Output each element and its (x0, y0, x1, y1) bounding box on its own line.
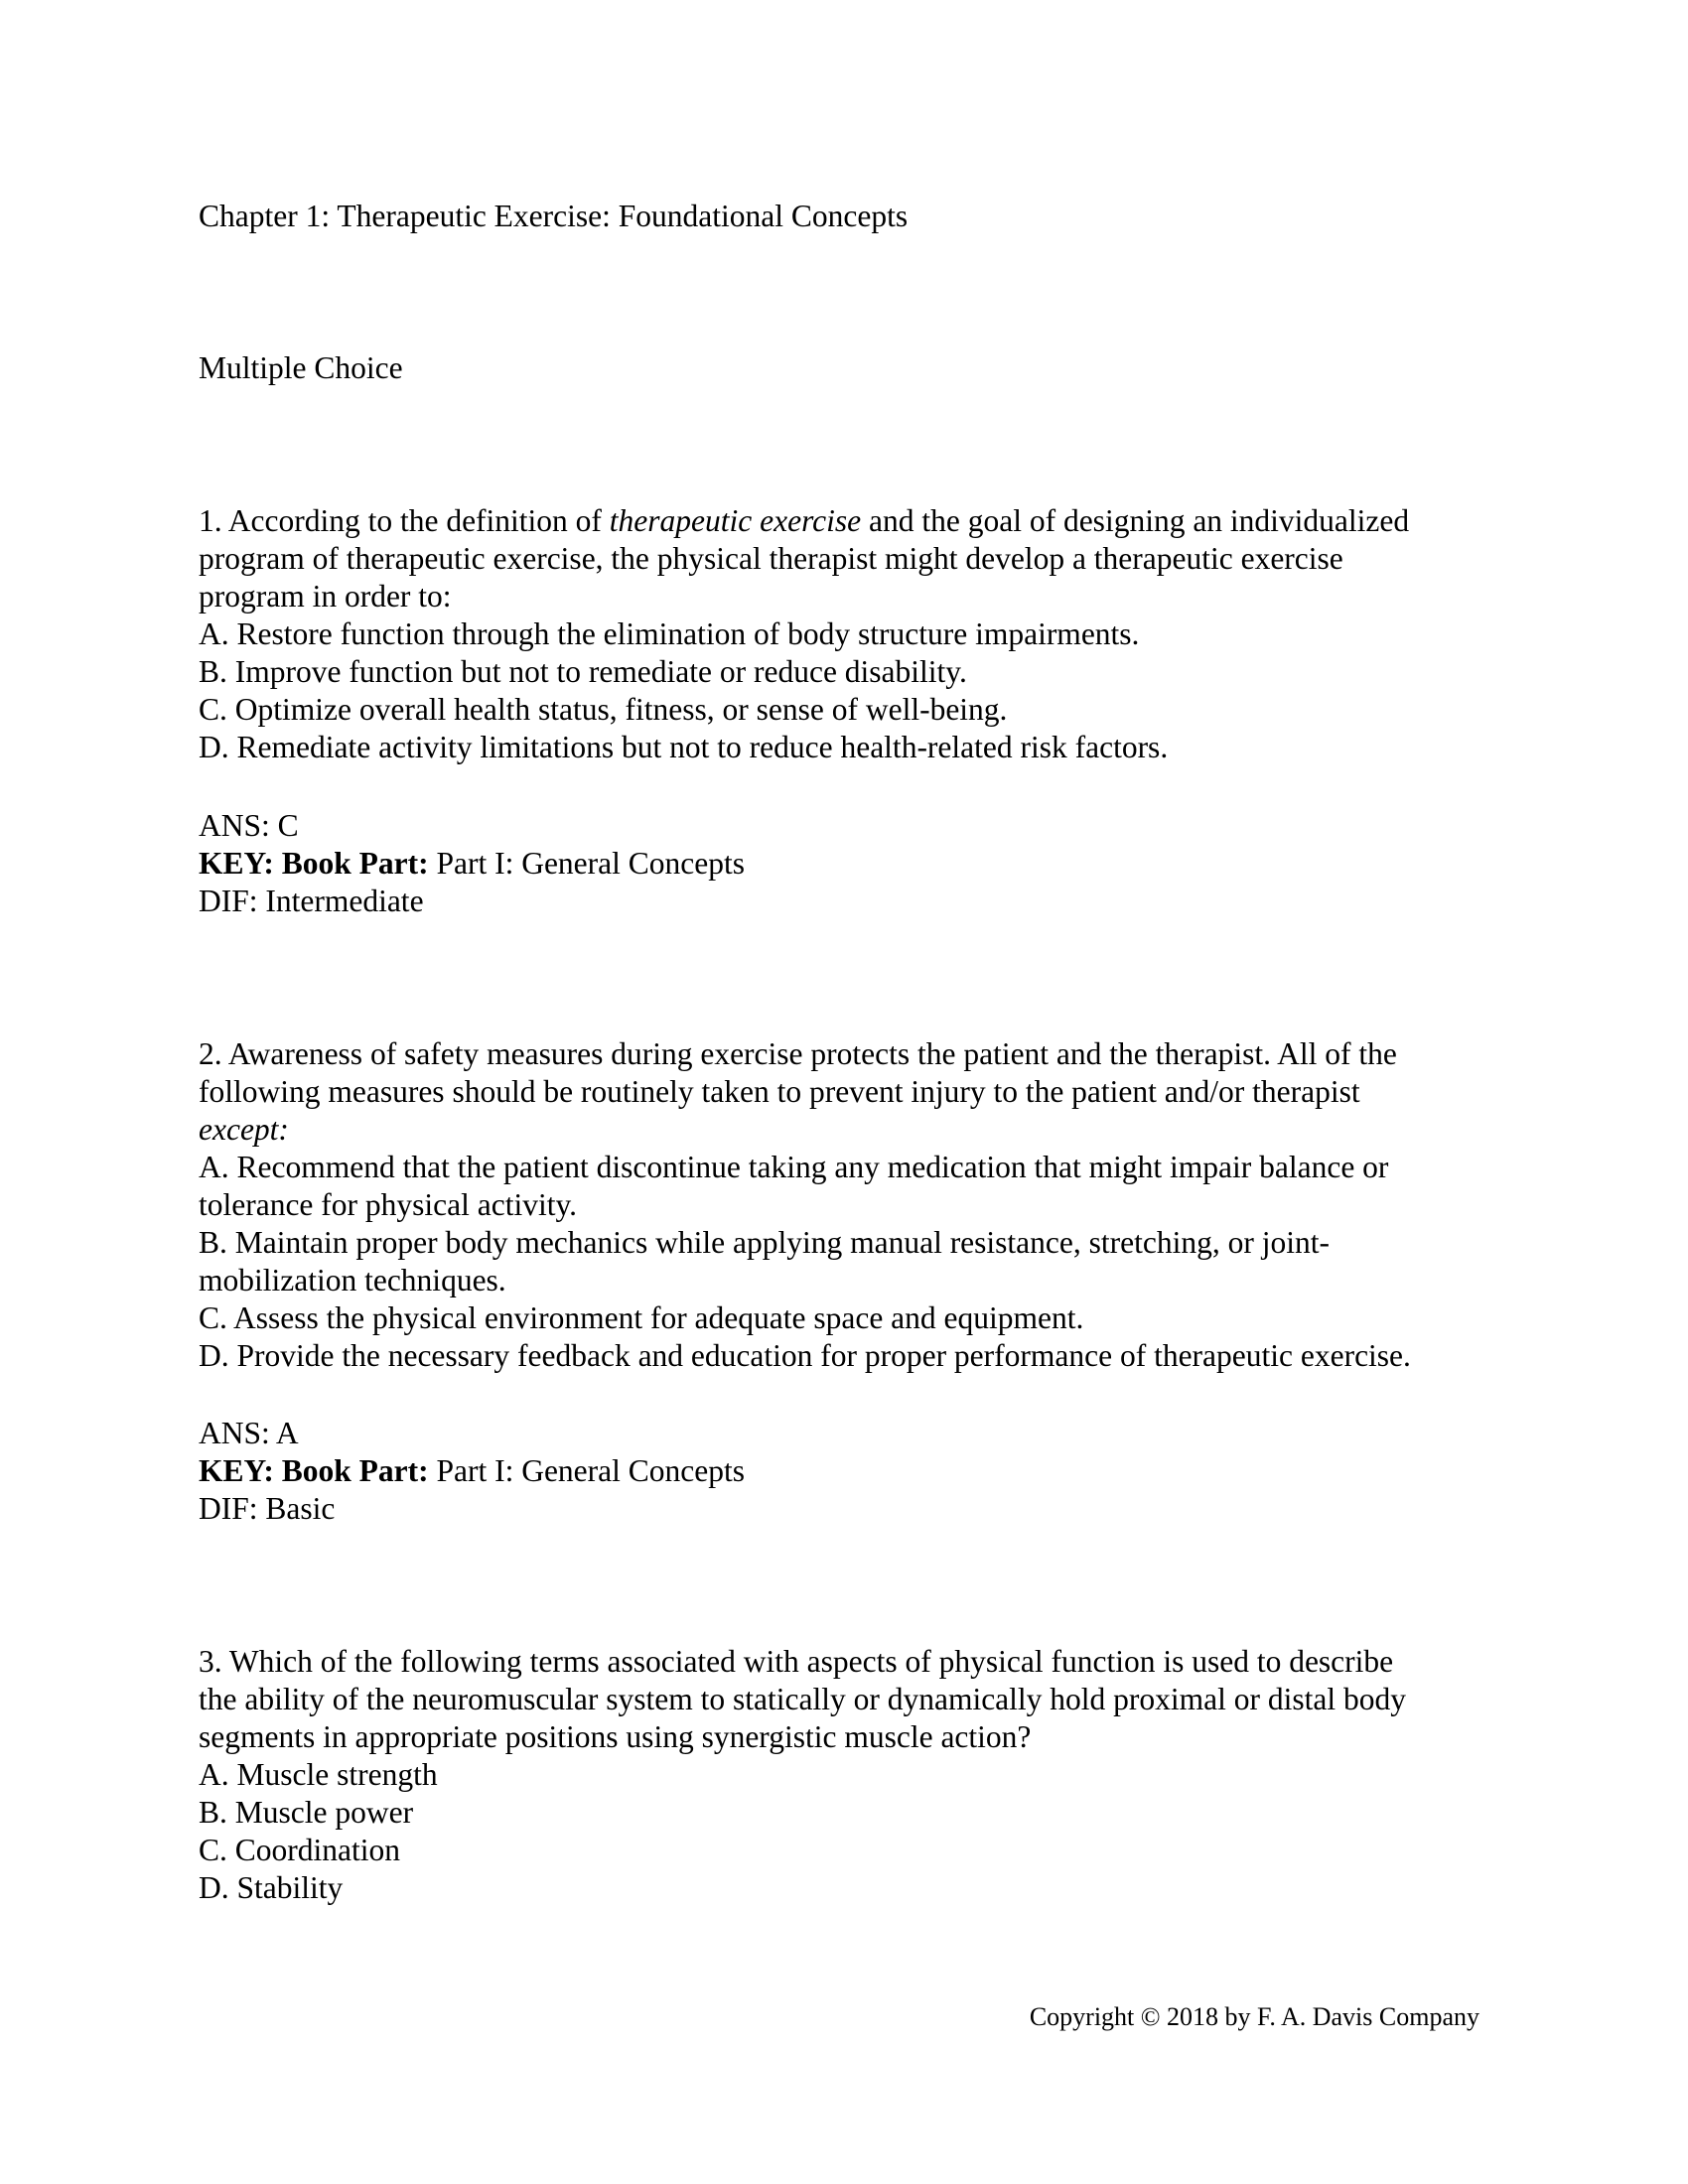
question-1-option-d: D. Remediate activity limitations but not to reduce health-related risk factors. (199, 730, 1169, 764)
question-3-option-a: A. Muscle strength (199, 1757, 438, 1792)
question-3-stem-line-1: 3. Which of the following terms associated with aspects of physical function is used to describe (199, 1644, 1394, 1679)
stem-text: and the goal of designing an individualized (861, 503, 1410, 538)
question-1-key (199, 845, 745, 883)
question-2-option-a-line-2: tolerance for physical activity. (199, 1187, 578, 1222)
question-1-answer: ANS: C (199, 808, 299, 843)
question-2-stem-line-2: following measures should be routinely taken to prevent injury to the patient and/or therapist (199, 1074, 1360, 1109)
copyright-footer: Copyright © 2018 by F. A. Davis Company (1029, 2002, 1479, 2031)
chapter-title: Chapter 1: Therapeutic Exercise: Foundational Concepts (199, 199, 909, 233)
question-1-option-a: A. Restore function through the elimination of body structure impairments. (199, 616, 1140, 651)
question-2-stem-line-3: except: (199, 1112, 289, 1147)
question-2-option-b-line-1: B. Maintain proper body mechanics while applying manual resistance, stretching, or joint- (199, 1225, 1330, 1260)
key-value: Part I: General Concepts (428, 1453, 745, 1488)
stem-text: 1. According to the definition of (199, 503, 610, 538)
question-1-stem-line-3: program in order to: (199, 579, 452, 614)
question-1-difficulty: DIF: Intermediate (199, 884, 424, 918)
question-3-option-d: D. Stability (199, 1870, 344, 1905)
question-2-answer: ANS: A (199, 1416, 299, 1450)
question-1-stem-line-1 (199, 502, 1409, 540)
question-2-option-d: D. Provide the necessary feedback and education for proper performance of therapeutic exercise. (199, 1338, 1411, 1373)
question-2-stem-line-1: 2. Awareness of safety measures during exercise protects the patient and the therapist. All of the (199, 1036, 1397, 1071)
question-2-option-a-line-1: A. Recommend that the patient discontinue taking any medication that might impair balance or (199, 1150, 1389, 1184)
question-2-key (199, 1452, 745, 1490)
question-2-difficulty: DIF: Basic (199, 1491, 336, 1526)
question-1-stem-line-2: program of therapeutic exercise, the physical therapist might develop a therapeutic exercise (199, 541, 1343, 576)
question-3-option-b: B. Muscle power (199, 1795, 414, 1830)
question-3-option-c: C. Coordination (199, 1833, 400, 1867)
key-value: Part I: General Concepts (428, 846, 745, 881)
question-1-option-b: B. Improve function but not to remediate or reduce disability. (199, 654, 967, 689)
key-label: KEY: Book Part: (199, 1453, 429, 1488)
question-3-stem-line-3: segments in appropriate positions using synergistic muscle action? (199, 1719, 1032, 1754)
question-2-option-b-line-2: mobilization techniques. (199, 1263, 506, 1297)
key-label: KEY: Book Part: (199, 846, 429, 881)
emphasized-term: therapeutic exercise (609, 503, 862, 538)
question-3-stem-line-2: the ability of the neuromuscular system to statically or dynamically hold proximal or distal body (199, 1682, 1406, 1716)
question-1-option-c: C. Optimize overall health status, fitness, or sense of well-being. (199, 692, 1008, 727)
question-2-option-c: C. Assess the physical environment for adequate space and equipment. (199, 1300, 1084, 1335)
section-heading: Multiple Choice (199, 350, 403, 385)
